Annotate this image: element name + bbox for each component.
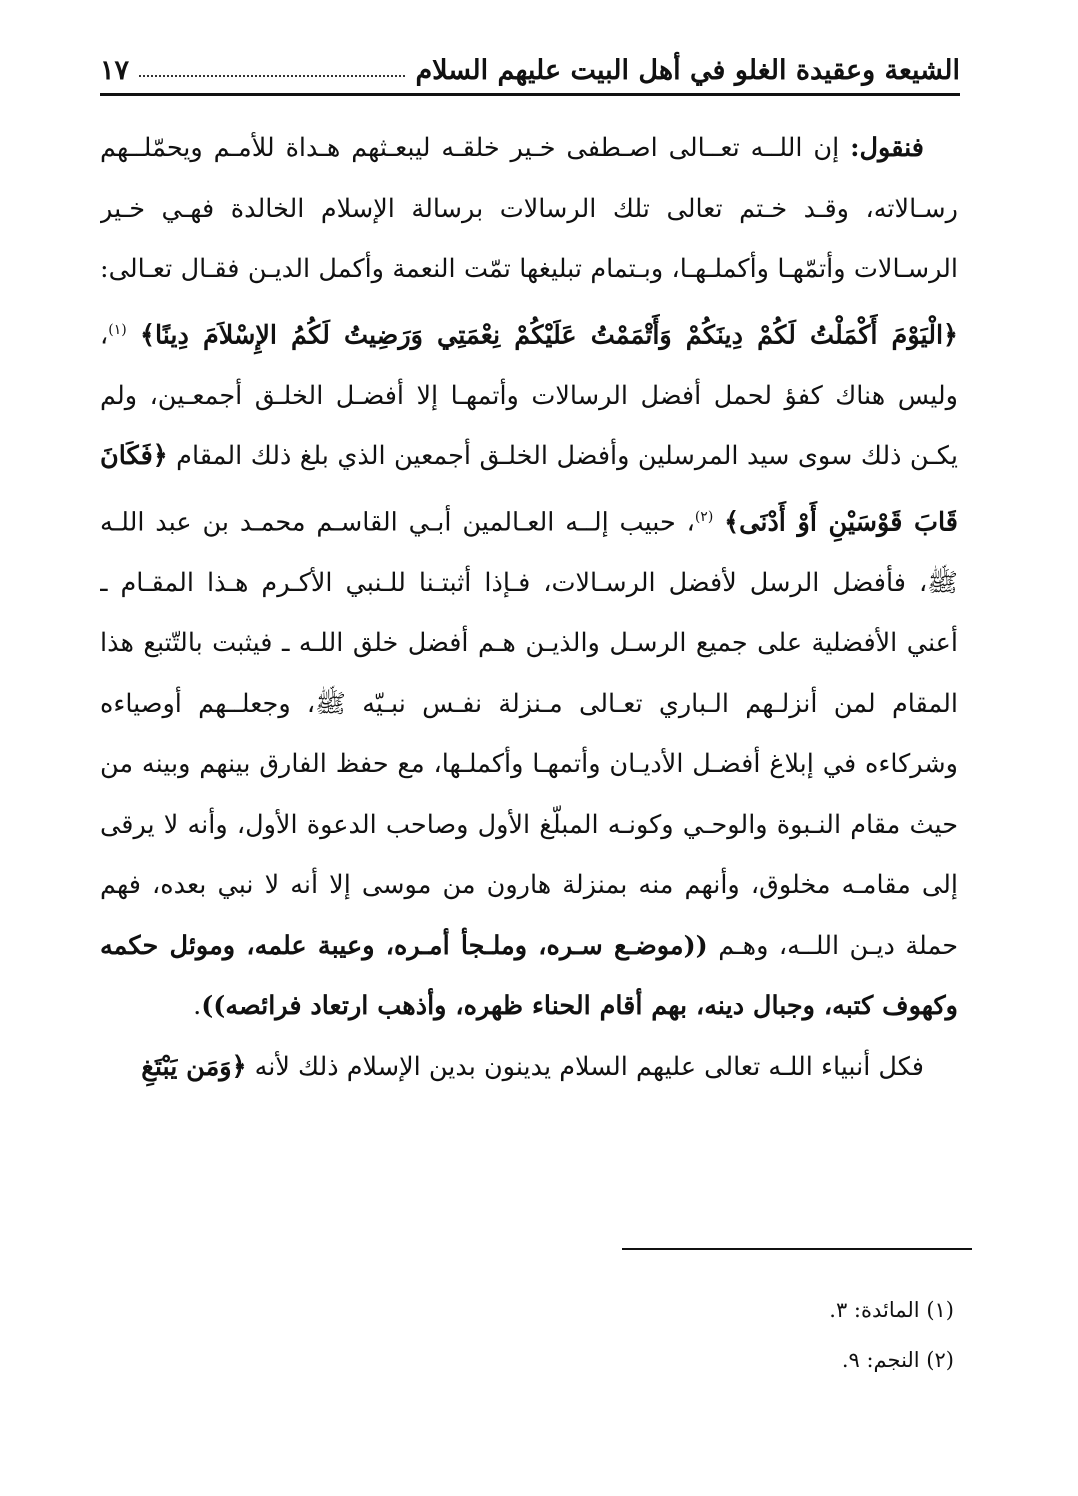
page-header xyxy=(100,36,960,86)
paragraph-text: . xyxy=(193,991,202,1021)
paragraph-text: ، وليس هناك كفؤ لحمل أفضل الرسالات وأتمهـا إلا أفضـل الخلـق أجمعـين، ولم يكـن ذلك سوى سيد المرسلين وأفضل الخلـق أجمعين الذي بلغ ذلك المقام xyxy=(100,320,958,471)
quran-quote: ﴿فَكَانَ قَابَ قَوْسَيْنِ أَوْ أَدْنَى﴾ xyxy=(100,441,958,537)
running-title: الشيعة وعقيدة الغلو في أهل البيت عليهم السلام xyxy=(415,55,960,86)
paragraph-lead: فنقول: xyxy=(850,133,924,163)
quran-quote: ﴿وَمَن يَبْتَغِ xyxy=(141,1051,247,1082)
page-number: ١٧ xyxy=(100,55,130,86)
paragraph-1 xyxy=(100,118,958,1037)
paragraph-text: فكل أنبياء اللـه تعالى عليهم السلام يدينون بدين الإسلام ذلك لأنه xyxy=(246,1051,924,1082)
footnote-2: (٢) النجم: ٩. xyxy=(841,1348,954,1372)
paragraph-2 xyxy=(100,1037,958,1098)
paragraph-text: إن اللــه تعــالى اصـطفى خـير خلقـه ليبعـثهم هـداة للأمـم ويحمّلــهم رسـالاته، وقـد خـتم تعالى تلك الرسالات برسالة الإسلام الخالدة فهـي خـير الرسـالات وأتمّهـا وأكملـهـا، وبـتمام تبليغها تمّت النعمة وأكمل الديـن فقـال تعـالى: xyxy=(100,133,958,284)
footnote-ref-1: (١) xyxy=(108,321,127,338)
hadith-quote: ((موضـع سـره، وملـجأ أمـره، وعيبة علمه، وموئل حكمه وكهوف كتبه، وجبال دينه، بهم أقام الحناء ظهره، وأذهب ارتعاد فرائصه)) xyxy=(100,930,958,1021)
footnote-rule xyxy=(622,1248,972,1250)
header-dot-leader xyxy=(139,75,405,77)
quran-quote: ﴿الْيَوْمَ أَكْمَلْتُ لَكُمْ دِينَكُمْ وَأَتْمَمْتُ عَلَيْكُمْ نِعْمَتِي وَرَضِيتُ لَكُمُ الإِسْلاَمَ دِينًا﴾ xyxy=(140,320,958,350)
paragraph-text: ، حبيب إلــه العـالمين أبـي القاسـم محمـد بن عبد اللـه ﷺ، فأفضل الرسل لأفضل الرسـالات، فـإذا أثبتـنا للـنبي الأكـرم هـذا المقـام ـ أعني الأفضلية على جميع الرسـل والذيـن هـم أفضل خلق اللـه ـ فيثبت بالتّتبع هذا المقام لمن أنزلـهم الـباري تعـالى مـنزلة نفـس نبـيّه ﷺ، وجعلــهم أوصياءه وشركاءه في إبلاغ أفضـل الأديـان وأتمهـا وأكملـها، مع حفظ الفارق بينهم وبينه من حيث مقام النـبوة والوحـي وكونـه المبلّغ الأول وصاحب الدعوة الأول، وأنه لا يرقى إلى مقامـه مخلوق، وأنهم منه بمنزلة هارون من موسى إلا أنه لا نبي بعده، فهم حملة ديـن اللــه، وهـم xyxy=(100,507,958,961)
body-text xyxy=(100,118,958,1208)
footnote-ref-2: (٢) xyxy=(694,508,714,525)
footnote-1: (١) المائدة: ٣. xyxy=(829,1298,954,1322)
footnotes xyxy=(454,1285,954,1385)
header-rule xyxy=(100,93,960,96)
